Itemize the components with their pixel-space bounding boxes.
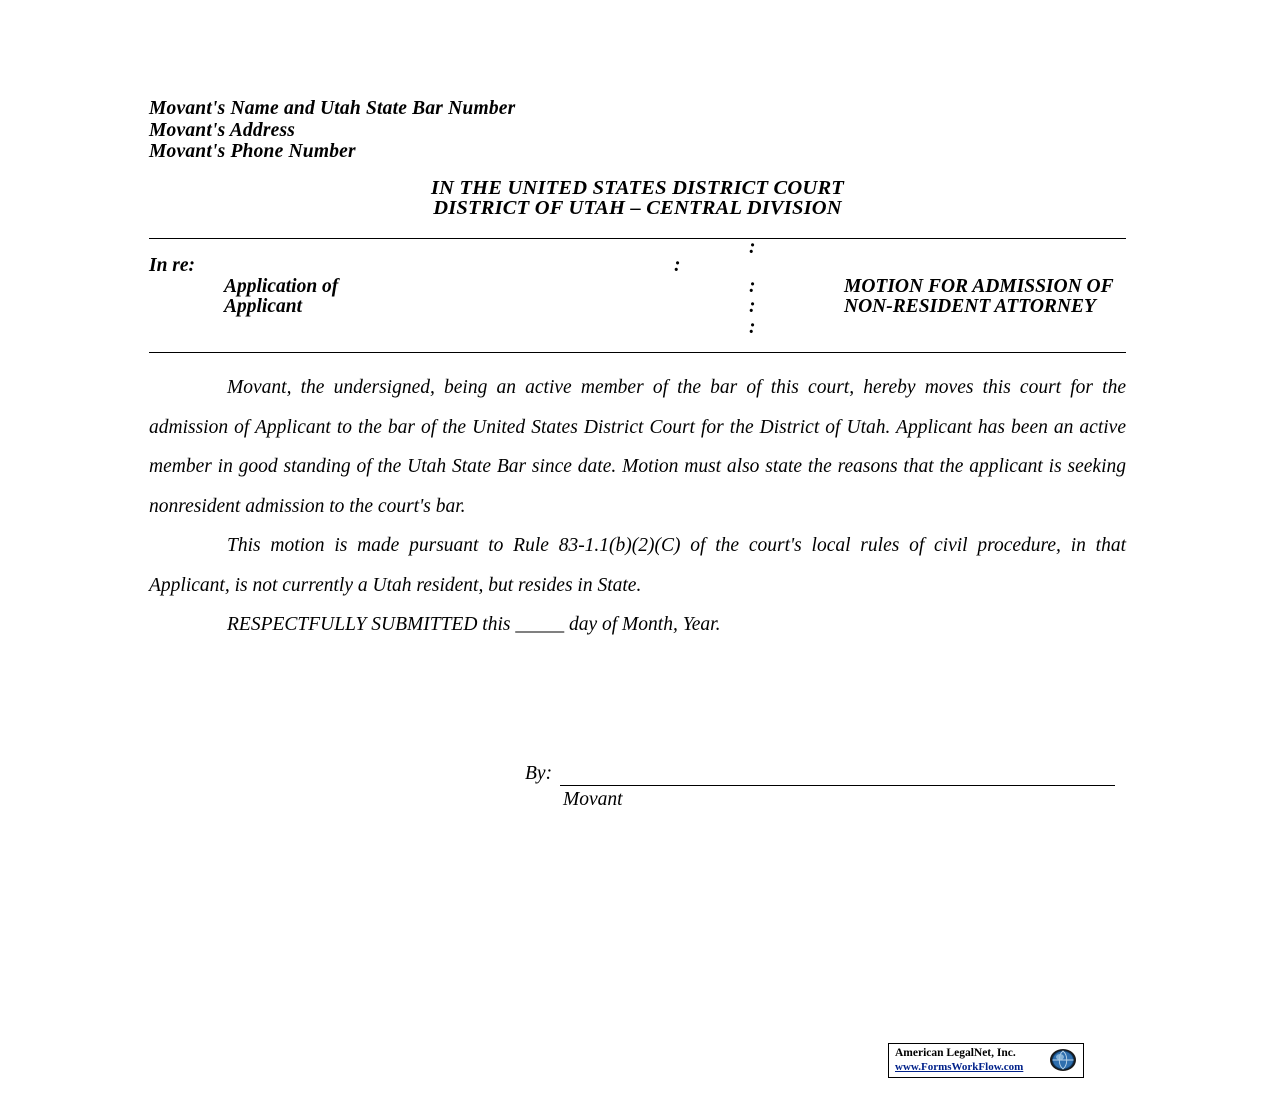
globe-icon: [1043, 1047, 1079, 1073]
caption-colon-1: :: [749, 237, 756, 258]
body-paragraph-2: This motion is made pursuant to Rule 83-1.1(b)(2)(C) of the court's local rules of civil procedure, in that Applicant, is not currently a Utah resident, but resides in State.: [149, 535, 1126, 596]
motion-title-line-2: NON-RESIDENT ATTORNEY: [844, 296, 1096, 317]
movant-address-line: Movant's Address: [149, 119, 296, 141]
court-title-line-2: DISTRICT OF UTAH – CENTRAL DIVISION: [433, 197, 842, 219]
body-paragraph-3: RESPECTFULLY SUBMITTED this _____ day of Month, Year.: [227, 614, 721, 635]
movant-header-block: [149, 98, 515, 163]
caption-applicant: Applicant: [224, 296, 303, 317]
movant-phone-line: Movant's Phone Number: [149, 141, 356, 162]
caption-colon-3: :: [749, 276, 756, 297]
signature-by-label: By:: [525, 763, 553, 784]
signature-movant-label: Movant: [563, 789, 623, 810]
body-paragraph-1: Movant, the undersigned, being an active member of the bar of this court, hereby moves this court for the admission of Applicant to the bar of the United States District Court for the District of Utah. Applicant has been an active member in good standing of the Utah State Bar since date. Motion must also state the reasons that the applicant is seeking nonresident admission to the court's bar.: [149, 377, 1126, 517]
movant-name-line: Movant's Name and Utah State Bar Number: [149, 98, 516, 119]
stamp-text: [895, 1046, 1045, 1074]
court-title-line-1: IN THE UNITED STATES DISTRICT COURT: [430, 177, 845, 199]
stamp-company-name: American LegalNet, Inc.: [895, 1047, 1016, 1059]
case-caption: [149, 239, 1126, 351]
caption-colon-2: :: [674, 255, 681, 276]
signature-line[interactable]: [560, 768, 1115, 786]
signature-block: [525, 762, 1115, 812]
signature-line-row: [525, 762, 1115, 786]
caption-colon-5: :: [749, 317, 756, 338]
caption-bottom-rule: [149, 352, 1126, 353]
document-body: [149, 368, 1126, 645]
caption-application-of: Application of: [224, 276, 339, 297]
caption-in-re-label: In re:: [149, 255, 196, 276]
american-legalnet-stamp: [888, 1043, 1084, 1078]
motion-title-line-1: MOTION FOR ADMISSION OF: [844, 276, 1114, 297]
court-title: [149, 178, 1126, 218]
stamp-website-link[interactable]: www.FormsWorkFlow.com: [895, 1061, 1024, 1073]
caption-colon-4: :: [749, 296, 756, 317]
